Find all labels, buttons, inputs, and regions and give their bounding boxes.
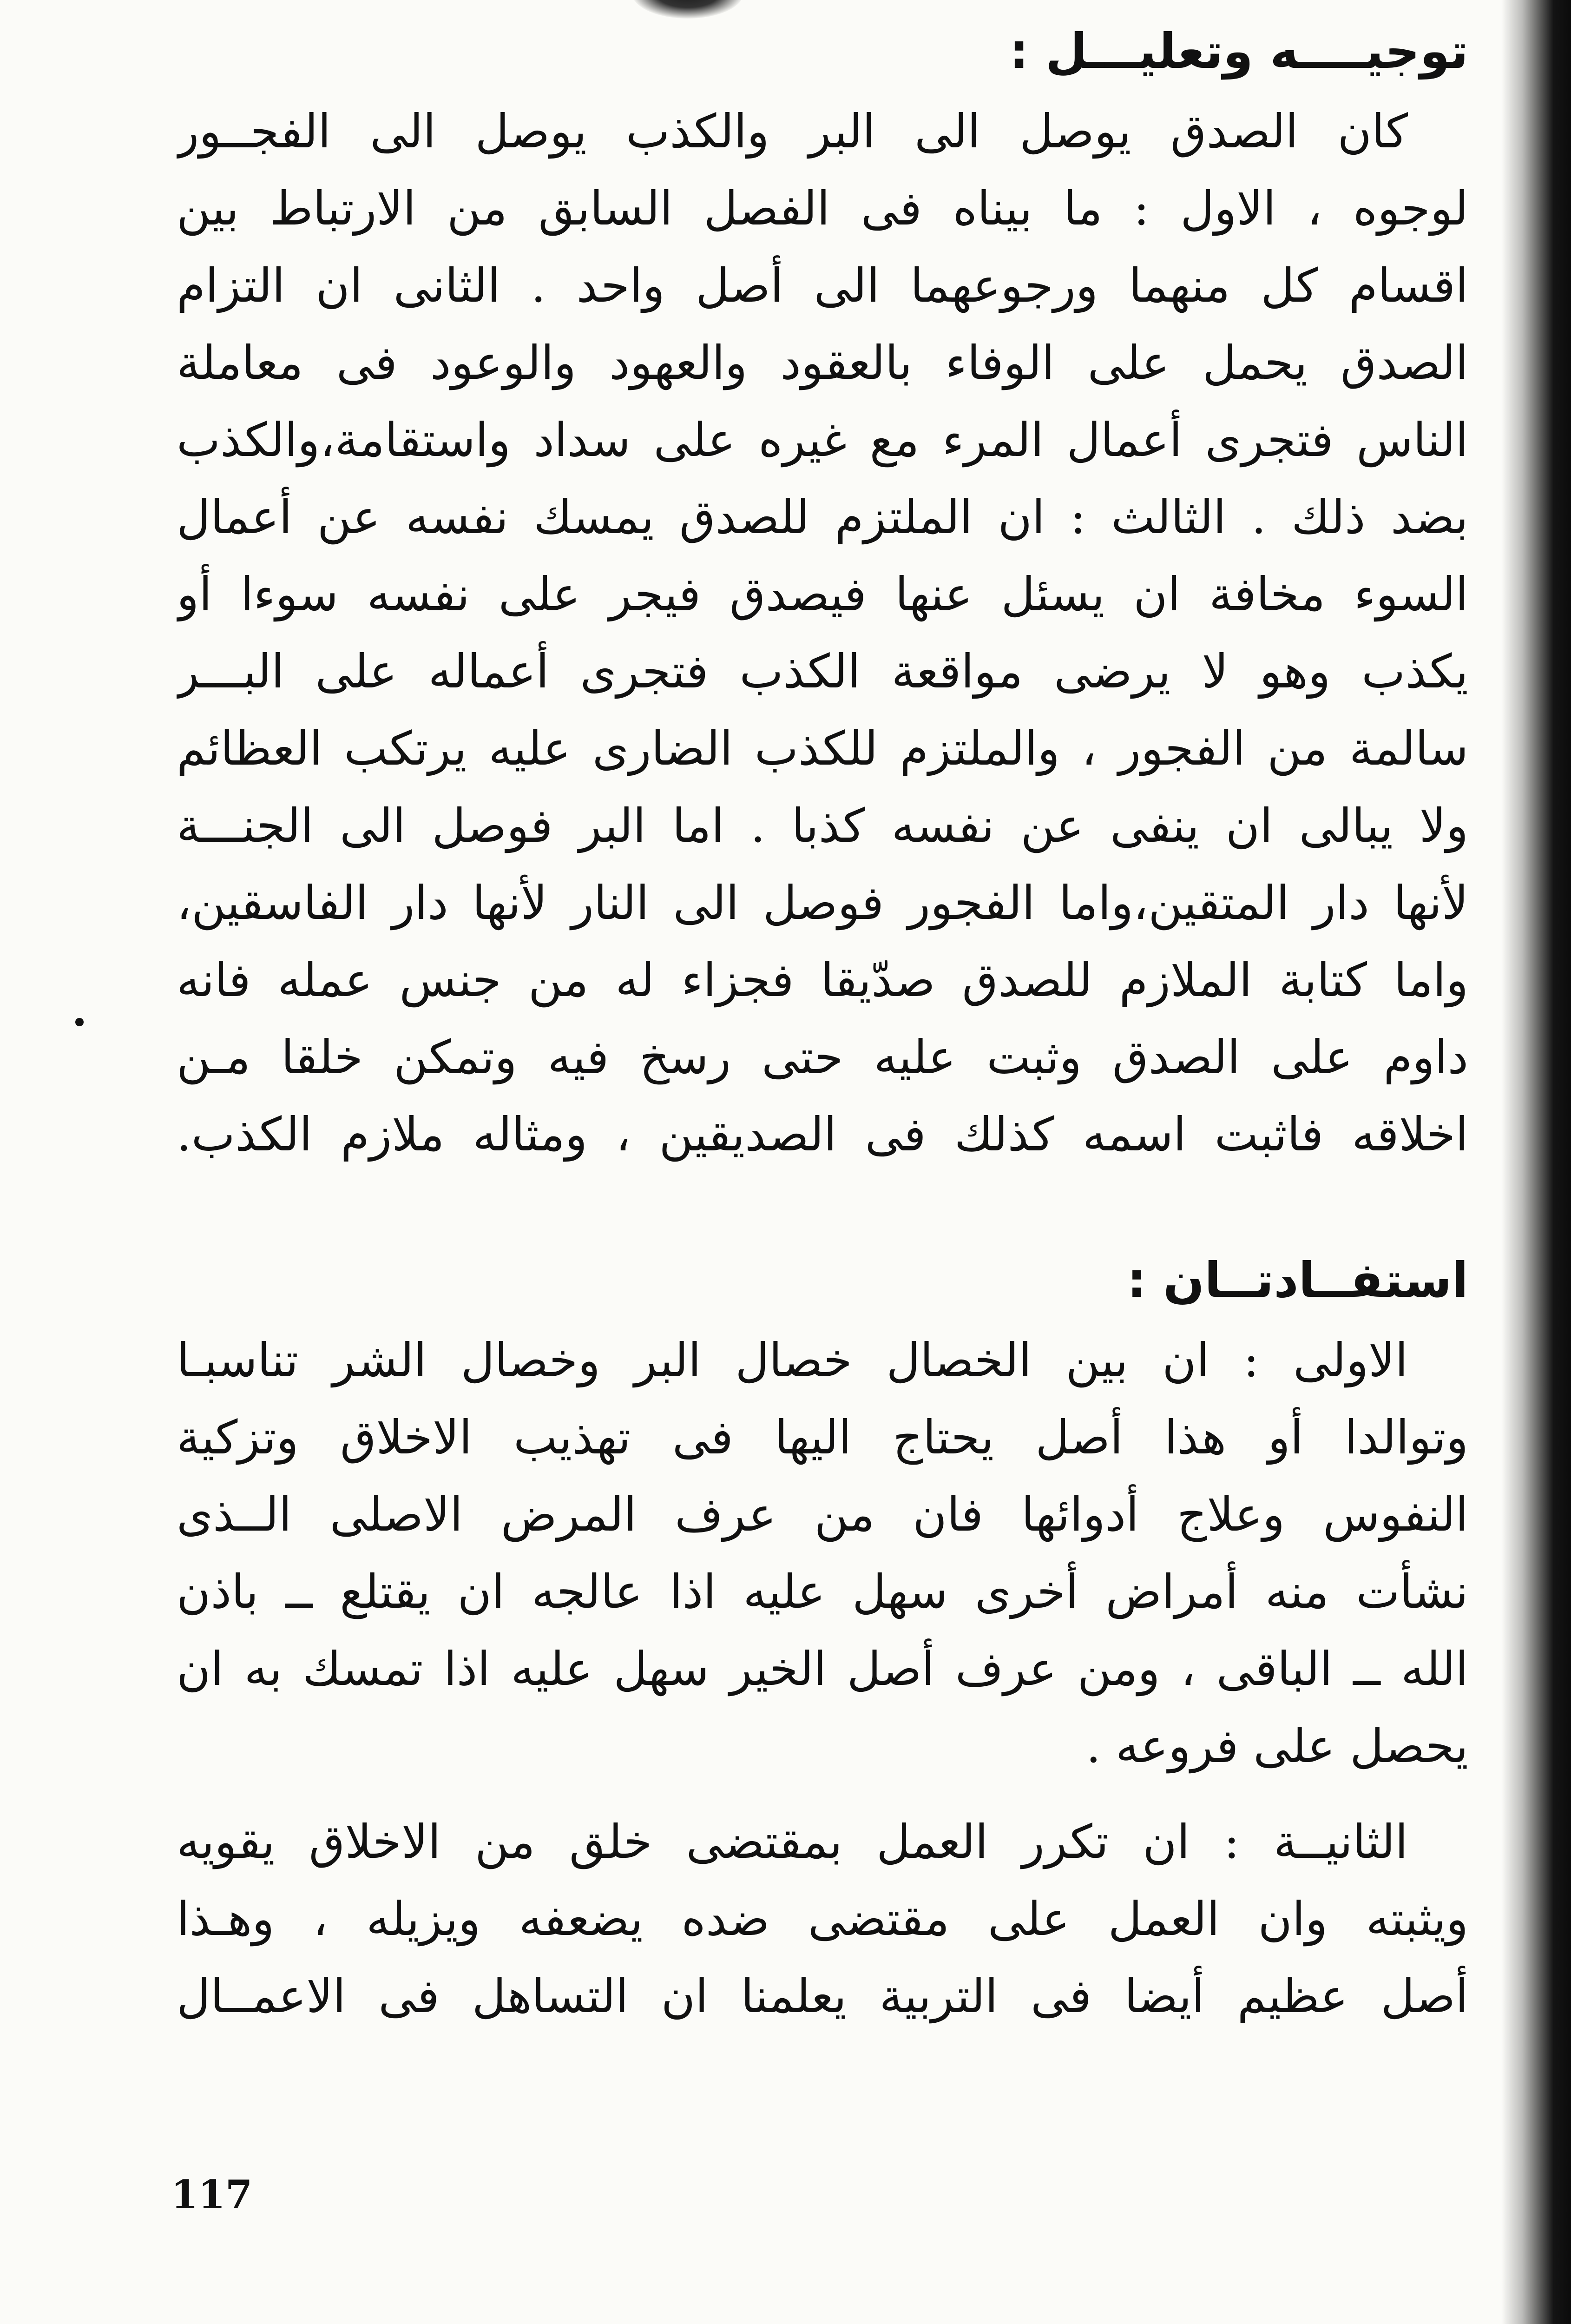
text-line: الاولى : ان بين الخصال خصال البر وخصال الشر تناسبـا (177, 1333, 1408, 1387)
text-line: السوء مخافة ان يسئل عنها فيصدق فيجر على نفسه سوءا أو (177, 567, 1468, 621)
text-line: اخلاقه فاثبت اسمه كذلك فى الصديقين ، ومثاله ملازم الكذب. (177, 1107, 1468, 1162)
text-line: داوم على الصدق وثبت عليه حتى رسخ فيه وتمكن خلقا مـن (177, 1030, 1468, 1084)
document-page (177, 9, 1468, 2035)
paragraph-second-lesson (177, 1803, 1468, 2035)
scan-binding-shadow (1501, 0, 1571, 2324)
text-line: الصدق يحمل على الوفاء بالعقود والعهود والوعود فى معاملة (177, 336, 1468, 390)
text-line: أصل عظيم أيضا فى التربية يعلمنا ان التساهل فى الاعمــال (177, 1969, 1468, 2023)
text-line: وتوالدا أو هذا أصل يحتاج اليها فى تهذيب الاخلاق وتزكية (177, 1410, 1468, 1465)
section-heading-two-lessons: استفــادتــان : (1127, 1252, 1468, 1308)
text-line: كان الصدق يوصل الى البر والكذب يوصل الى الفجــور (177, 104, 1408, 158)
text-line: يحصل على فروعه . (1086, 1719, 1468, 1773)
text-line: الناس فتجرى أعمال المرء مع غيره على سداد واستقامة،والكذب (177, 413, 1468, 467)
text-line: اقسام كل منهما ورجوعهما الى أصل واحد . الثانى ان التزام (177, 258, 1468, 313)
text-line: سالمة من الفجور ، والملتزم للكذب الضارى عليه يرتكب العظائم (177, 721, 1468, 776)
text-line: نشأت منه أمراض أخرى سهل عليه اذا عالجه ان يقتلع ــ باذن (177, 1565, 1468, 1619)
text-line: الله ــ الباقى ، ومن عرف أصل الخير سهل عليه اذا تمسك به ان (177, 1642, 1468, 1696)
page-number: 117 (171, 2172, 253, 2218)
text-line: يكذب وهو لا يرضى مواقعة الكذب فتجرى أعماله على البـــر (177, 644, 1468, 699)
text-line: لأنها دار المتقين،واما الفجور فوصل الى النار لأنها دار الفاسقين، (177, 876, 1468, 930)
text-line: واما كتابة الملازم للصدق صدّيقا فجزاء له من جنس عمله فانه (177, 953, 1468, 1007)
text-line: لوجوه ، الاول : ما بيناه فى الفصل السابق من الارتباط بين (177, 181, 1468, 236)
text-line: الثانيــة : ان تكرر العمل بمقتضى خلق من الاخلاق يقويه (177, 1815, 1408, 1869)
text-line: ويثبته وان العمل على مقتضى ضده يضعفه ويزيله ، وهـذا (177, 1892, 1468, 1946)
section-heading-guidance: توجيــــه وتعليـــل : (1009, 23, 1468, 79)
text-line: بضد ذلك . الثالث : ان الملتزم للصدق يمسك نفسه عن أعمال (177, 490, 1468, 544)
scan-ink-dot (75, 1018, 84, 1026)
paragraph-guidance (177, 93, 1468, 1173)
paragraph-first-lesson (177, 1322, 1468, 1785)
text-line: ولا يبالى ان ينفى عن نفسه كذبا . اما البر فوصل الى الجنـــة (177, 799, 1468, 853)
text-line: النفوس وعلاج أدوائها فان من عرف المرض الاصلى الــذى (177, 1487, 1468, 1542)
